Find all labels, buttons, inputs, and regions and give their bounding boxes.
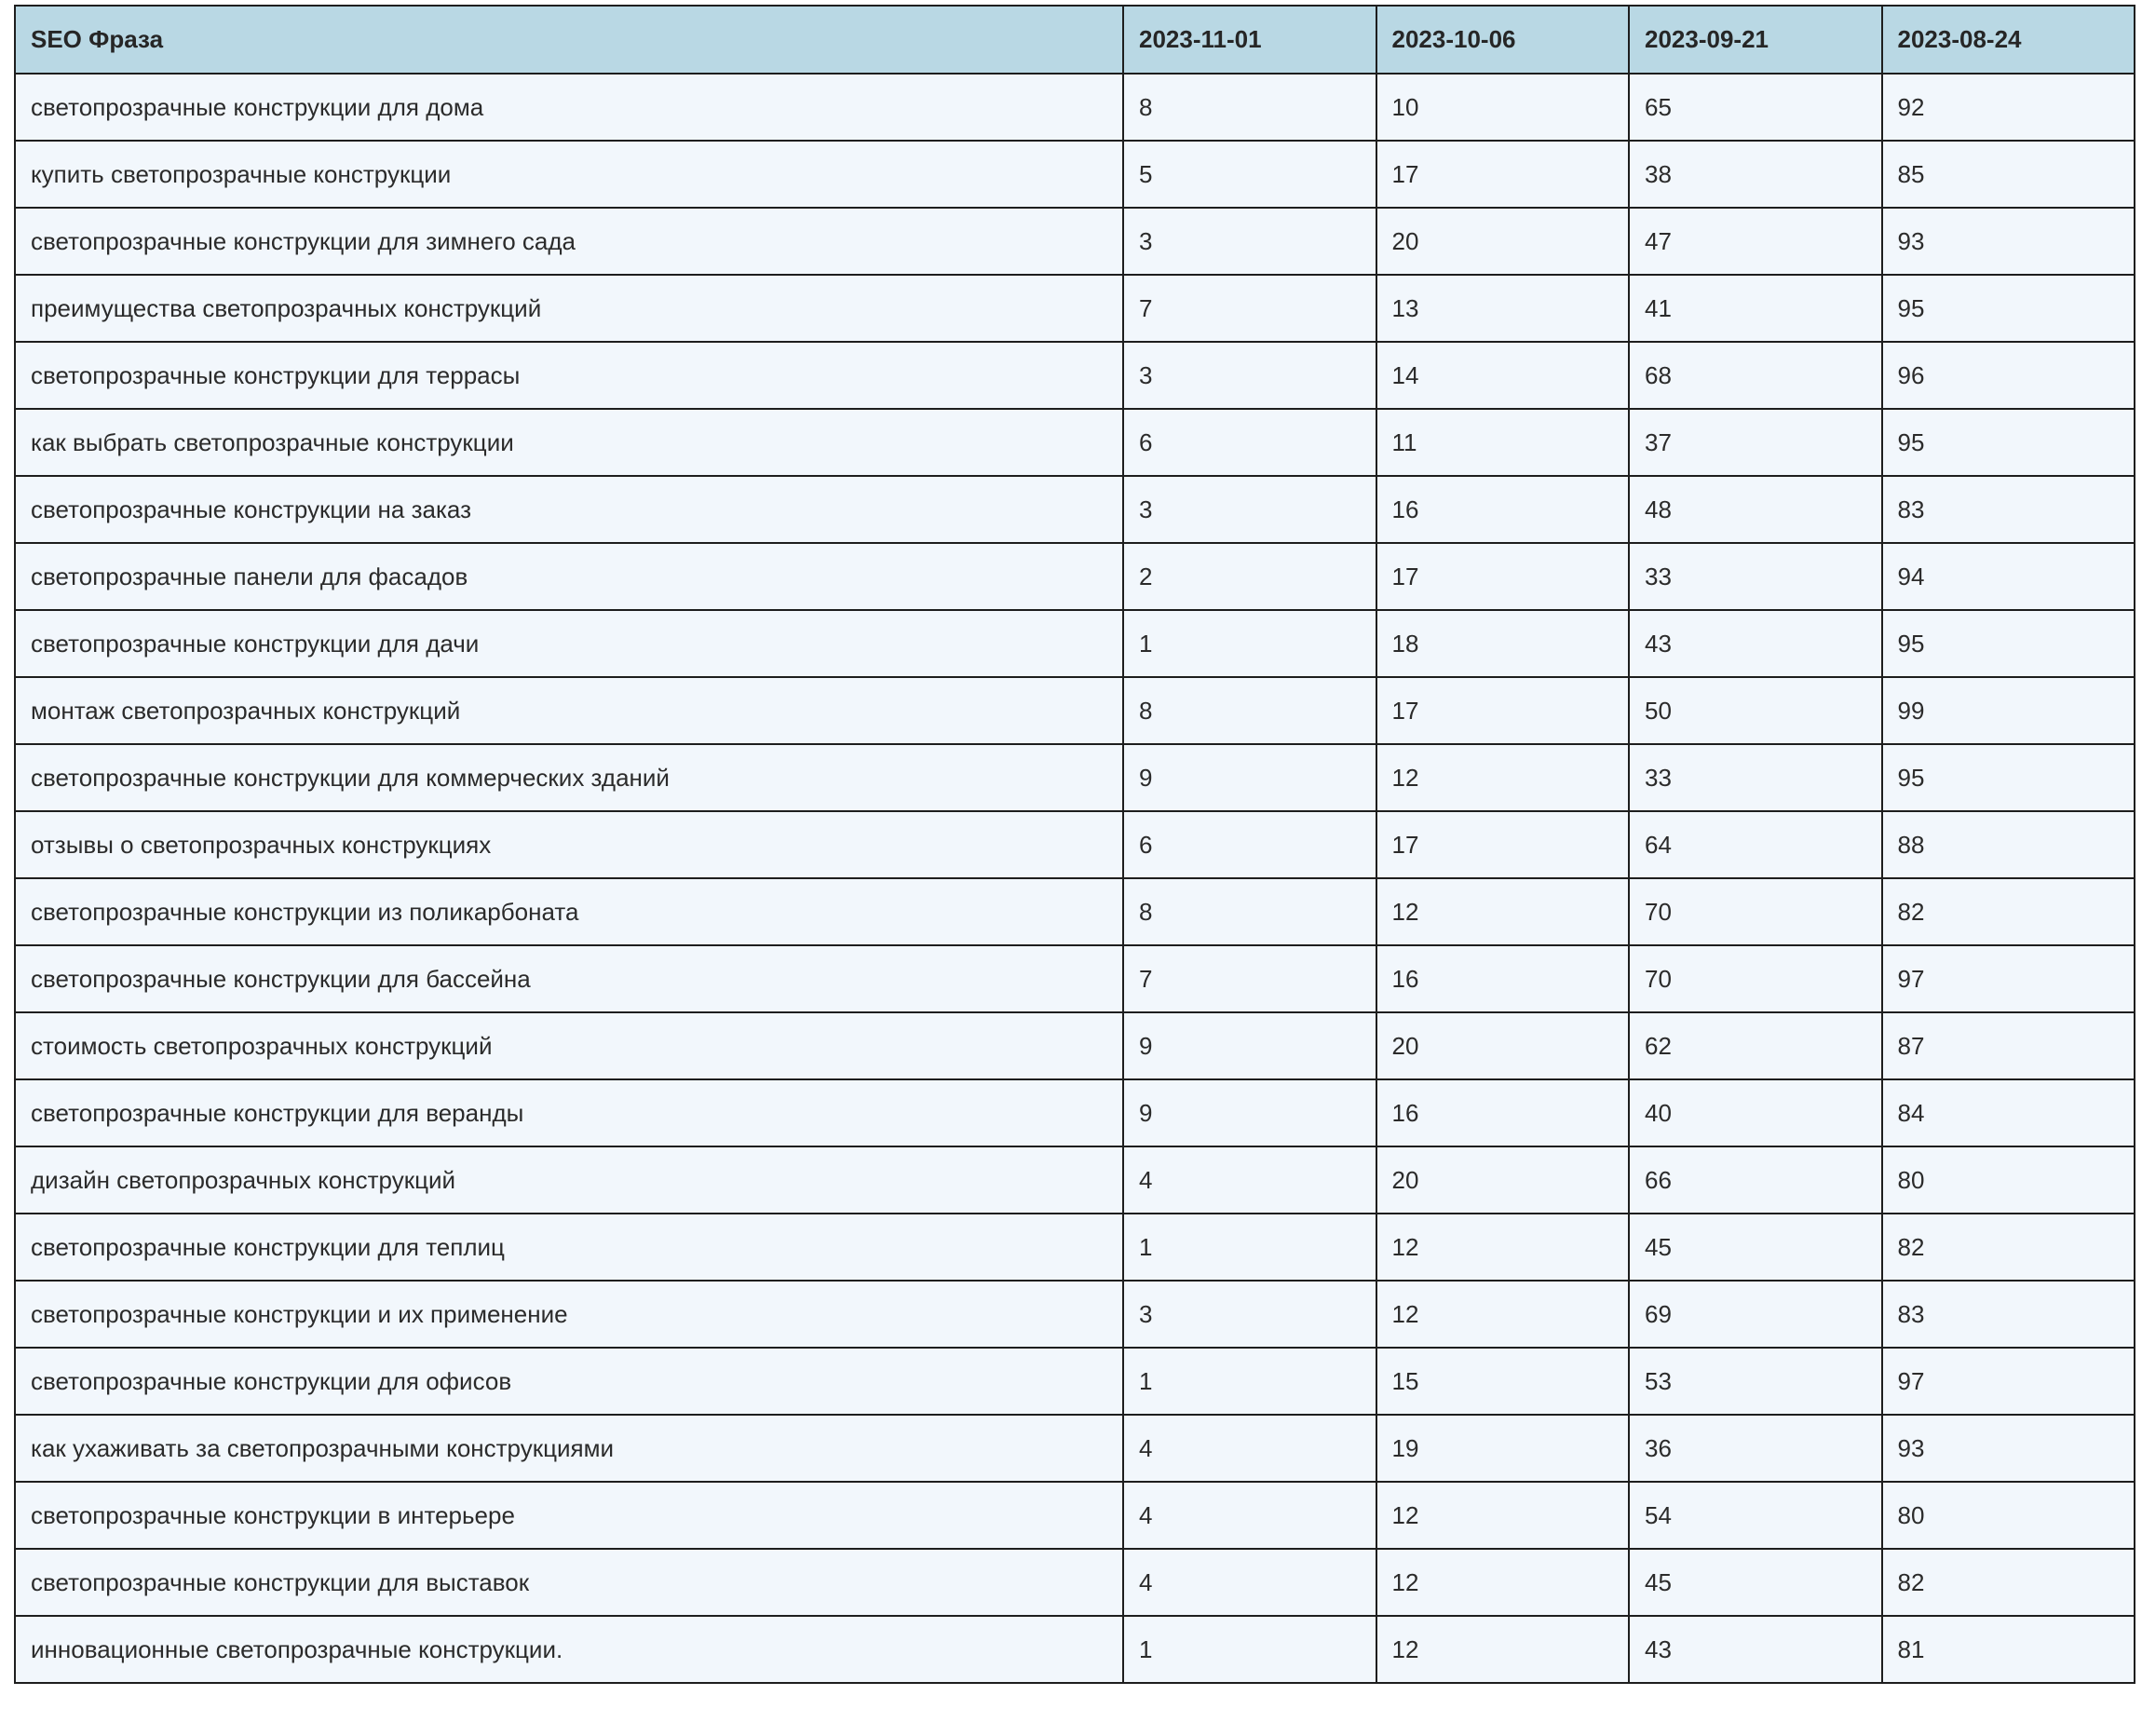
cell-2023-11-01: 7 [1123, 275, 1376, 342]
cell-2023-10-06: 16 [1376, 476, 1630, 543]
cell-2023-09-21: 33 [1629, 744, 1882, 811]
cell-2023-11-01: 4 [1123, 1482, 1376, 1549]
table-body [15, 74, 2135, 1683]
cell-2023-08-24: 96 [1882, 342, 2135, 409]
cell-2023-11-01: 1 [1123, 1616, 1376, 1683]
cell-2023-08-24: 97 [1882, 945, 2135, 1012]
cell-2023-11-01: 9 [1123, 1012, 1376, 1079]
cell-2023-11-01: 7 [1123, 945, 1376, 1012]
cell-2023-09-21: 45 [1629, 1549, 1882, 1616]
cell-2023-09-21: 48 [1629, 476, 1882, 543]
cell-2023-09-21: 69 [1629, 1281, 1882, 1348]
table-row [15, 275, 2135, 342]
cell-2023-11-01: 4 [1123, 1549, 1376, 1616]
cell-2023-11-01: 4 [1123, 1415, 1376, 1482]
cell-2023-09-21: 41 [1629, 275, 1882, 342]
cell-2023-09-21: 40 [1629, 1079, 1882, 1146]
cell-2023-11-01: 1 [1123, 1214, 1376, 1281]
cell-2023-09-21: 50 [1629, 677, 1882, 744]
cell-2023-08-24: 81 [1882, 1616, 2135, 1683]
header-row [15, 6, 2135, 74]
cell-phrase: инновационные светопрозрачные конструкции. [15, 1616, 1123, 1683]
cell-2023-10-06: 17 [1376, 543, 1630, 610]
cell-2023-11-01: 1 [1123, 610, 1376, 677]
table-row [15, 1079, 2135, 1146]
cell-2023-11-01: 3 [1123, 1281, 1376, 1348]
header-date-1: 2023-11-01 [1123, 6, 1376, 74]
cell-phrase: стоимость светопрозрачных конструкций [15, 1012, 1123, 1079]
cell-2023-11-01: 9 [1123, 744, 1376, 811]
cell-2023-10-06: 12 [1376, 1549, 1630, 1616]
cell-2023-10-06: 14 [1376, 342, 1630, 409]
cell-2023-09-21: 70 [1629, 878, 1882, 945]
table-row [15, 208, 2135, 275]
cell-2023-11-01: 6 [1123, 811, 1376, 878]
cell-phrase: преимущества светопрозрачных конструкций [15, 275, 1123, 342]
cell-2023-11-01: 3 [1123, 208, 1376, 275]
cell-phrase: светопрозрачные конструкции для дачи [15, 610, 1123, 677]
cell-2023-10-06: 13 [1376, 275, 1630, 342]
cell-2023-11-01: 3 [1123, 342, 1376, 409]
cell-phrase: светопрозрачные конструкции и их применение [15, 1281, 1123, 1348]
cell-2023-11-01: 8 [1123, 878, 1376, 945]
table-row [15, 677, 2135, 744]
cell-2023-08-24: 87 [1882, 1012, 2135, 1079]
table-row [15, 1214, 2135, 1281]
table-row [15, 878, 2135, 945]
cell-2023-09-21: 70 [1629, 945, 1882, 1012]
cell-2023-10-06: 18 [1376, 610, 1630, 677]
cell-2023-10-06: 16 [1376, 1079, 1630, 1146]
table-row [15, 1415, 2135, 1482]
table-row [15, 610, 2135, 677]
cell-2023-10-06: 20 [1376, 1012, 1630, 1079]
cell-2023-09-21: 66 [1629, 1146, 1882, 1214]
cell-2023-09-21: 54 [1629, 1482, 1882, 1549]
table-row [15, 543, 2135, 610]
cell-2023-10-06: 20 [1376, 1146, 1630, 1214]
table-row [15, 1146, 2135, 1214]
cell-2023-09-21: 53 [1629, 1348, 1882, 1415]
cell-2023-11-01: 2 [1123, 543, 1376, 610]
cell-2023-10-06: 15 [1376, 1348, 1630, 1415]
cell-2023-08-24: 95 [1882, 409, 2135, 476]
cell-phrase: светопрозрачные конструкции для выставок [15, 1549, 1123, 1616]
cell-2023-09-21: 38 [1629, 141, 1882, 208]
cell-2023-08-24: 93 [1882, 208, 2135, 275]
cell-phrase: светопрозрачные панели для фасадов [15, 543, 1123, 610]
cell-2023-10-06: 12 [1376, 1482, 1630, 1549]
table-row [15, 1616, 2135, 1683]
table-row [15, 1012, 2135, 1079]
cell-2023-11-01: 8 [1123, 677, 1376, 744]
cell-2023-10-06: 12 [1376, 1214, 1630, 1281]
cell-2023-08-24: 82 [1882, 878, 2135, 945]
cell-phrase: отзывы о светопрозрачных конструкциях [15, 811, 1123, 878]
cell-2023-08-24: 97 [1882, 1348, 2135, 1415]
cell-phrase: монтаж светопрозрачных конструкций [15, 677, 1123, 744]
cell-2023-11-01: 5 [1123, 141, 1376, 208]
cell-2023-11-01: 9 [1123, 1079, 1376, 1146]
cell-2023-08-24: 80 [1882, 1482, 2135, 1549]
cell-phrase: светопрозрачные конструкции для террасы [15, 342, 1123, 409]
table-row [15, 141, 2135, 208]
cell-phrase: светопрозрачные конструкции для офисов [15, 1348, 1123, 1415]
cell-2023-08-24: 95 [1882, 744, 2135, 811]
table-row [15, 1549, 2135, 1616]
cell-2023-11-01: 4 [1123, 1146, 1376, 1214]
table-row [15, 1482, 2135, 1549]
cell-2023-09-21: 36 [1629, 1415, 1882, 1482]
cell-phrase: светопрозрачные конструкции для зимнего сада [15, 208, 1123, 275]
cell-2023-10-06: 19 [1376, 1415, 1630, 1482]
cell-2023-09-21: 33 [1629, 543, 1882, 610]
header-seo-phrase: SEO Фраза [15, 6, 1123, 74]
cell-phrase: светопрозрачные конструкции в интерьере [15, 1482, 1123, 1549]
cell-2023-09-21: 47 [1629, 208, 1882, 275]
cell-2023-08-24: 99 [1882, 677, 2135, 744]
cell-2023-10-06: 12 [1376, 744, 1630, 811]
cell-phrase: купить светопрозрачные конструкции [15, 141, 1123, 208]
cell-2023-09-21: 45 [1629, 1214, 1882, 1281]
table-row [15, 811, 2135, 878]
cell-phrase: светопрозрачные конструкции для теплиц [15, 1214, 1123, 1281]
cell-2023-08-24: 88 [1882, 811, 2135, 878]
table-row [15, 1348, 2135, 1415]
cell-2023-09-21: 43 [1629, 610, 1882, 677]
cell-2023-08-24: 94 [1882, 543, 2135, 610]
cell-2023-10-06: 17 [1376, 811, 1630, 878]
table-row [15, 1281, 2135, 1348]
table-row [15, 476, 2135, 543]
table-row [15, 409, 2135, 476]
cell-2023-11-01: 8 [1123, 74, 1376, 141]
table-header [15, 6, 2135, 74]
cell-2023-10-06: 17 [1376, 141, 1630, 208]
cell-phrase: как ухаживать за светопрозрачными конструкциями [15, 1415, 1123, 1482]
cell-phrase: дизайн светопрозрачных конструкций [15, 1146, 1123, 1214]
cell-2023-08-24: 82 [1882, 1549, 2135, 1616]
table-row [15, 744, 2135, 811]
cell-phrase: светопрозрачные конструкции на заказ [15, 476, 1123, 543]
cell-2023-10-06: 11 [1376, 409, 1630, 476]
cell-2023-08-24: 95 [1882, 610, 2135, 677]
cell-2023-10-06: 12 [1376, 1616, 1630, 1683]
cell-2023-08-24: 85 [1882, 141, 2135, 208]
cell-2023-09-21: 37 [1629, 409, 1882, 476]
header-date-2: 2023-10-06 [1376, 6, 1630, 74]
cell-2023-10-06: 17 [1376, 677, 1630, 744]
cell-phrase: светопрозрачные конструкции для бассейна [15, 945, 1123, 1012]
cell-2023-11-01: 1 [1123, 1348, 1376, 1415]
seo-table-container [14, 5, 2134, 1684]
cell-2023-10-06: 10 [1376, 74, 1630, 141]
cell-2023-08-24: 84 [1882, 1079, 2135, 1146]
cell-2023-10-06: 12 [1376, 878, 1630, 945]
cell-phrase: светопрозрачные конструкции для веранды [15, 1079, 1123, 1146]
cell-2023-11-01: 3 [1123, 476, 1376, 543]
cell-2023-08-24: 83 [1882, 476, 2135, 543]
table-row [15, 945, 2135, 1012]
table-row [15, 74, 2135, 141]
cell-phrase: светопрозрачные конструкции из поликарбоната [15, 878, 1123, 945]
cell-phrase: светопрозрачные конструкции для дома [15, 74, 1123, 141]
cell-2023-08-24: 83 [1882, 1281, 2135, 1348]
cell-2023-08-24: 80 [1882, 1146, 2135, 1214]
cell-2023-10-06: 16 [1376, 945, 1630, 1012]
cell-phrase: светопрозрачные конструкции для коммерческих зданий [15, 744, 1123, 811]
cell-2023-09-21: 68 [1629, 342, 1882, 409]
cell-2023-08-24: 82 [1882, 1214, 2135, 1281]
cell-2023-10-06: 12 [1376, 1281, 1630, 1348]
cell-2023-10-06: 20 [1376, 208, 1630, 275]
cell-2023-11-01: 6 [1123, 409, 1376, 476]
cell-2023-09-21: 43 [1629, 1616, 1882, 1683]
cell-2023-08-24: 95 [1882, 275, 2135, 342]
header-date-4: 2023-08-24 [1882, 6, 2135, 74]
cell-2023-09-21: 64 [1629, 811, 1882, 878]
header-date-3: 2023-09-21 [1629, 6, 1882, 74]
seo-phrases-table [14, 5, 2135, 1684]
cell-2023-09-21: 62 [1629, 1012, 1882, 1079]
cell-2023-09-21: 65 [1629, 74, 1882, 141]
cell-2023-08-24: 92 [1882, 74, 2135, 141]
cell-phrase: как выбрать светопрозрачные конструкции [15, 409, 1123, 476]
cell-2023-08-24: 93 [1882, 1415, 2135, 1482]
table-row [15, 342, 2135, 409]
